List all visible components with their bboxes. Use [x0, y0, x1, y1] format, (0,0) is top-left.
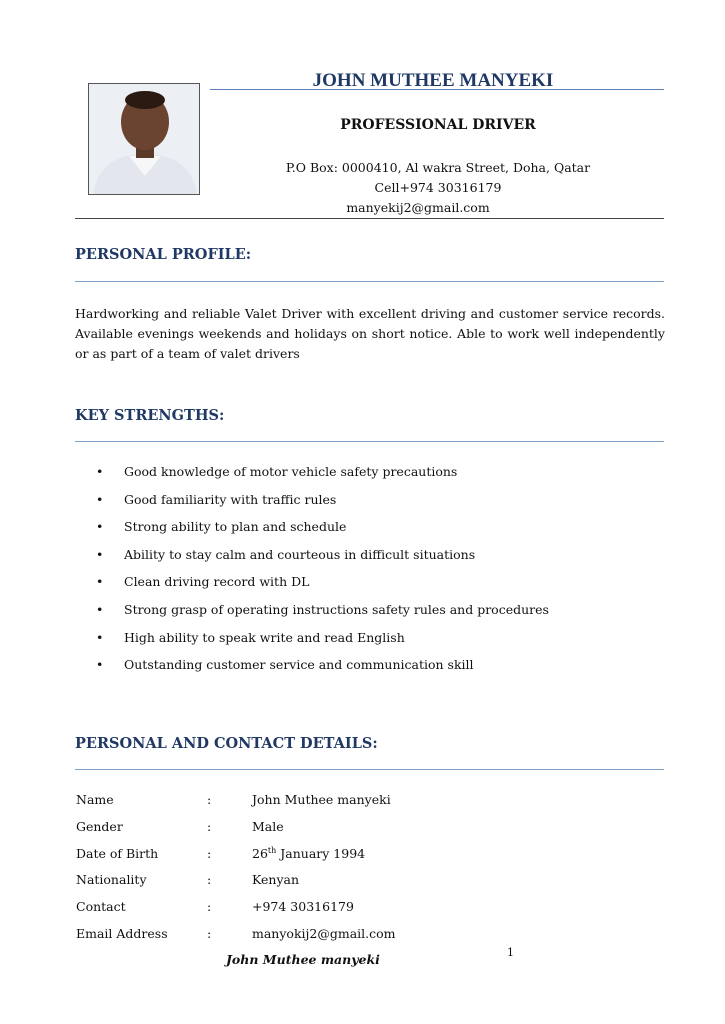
strengths-rule: [75, 441, 664, 442]
list-item: [96, 630, 549, 658]
bullet-icon: •: [96, 601, 104, 617]
list-item: [96, 602, 549, 630]
bullet-icon: •: [96, 491, 104, 507]
strength-text: Ability to stay calm and courteous in difficult situations: [124, 546, 476, 562]
strength-text: Good familiarity with traffic rules: [124, 491, 337, 507]
details-rule: [75, 769, 664, 770]
profile-heading: PERSONAL PROFILE:: [75, 246, 252, 263]
bullet-icon: •: [96, 519, 104, 535]
detail-label: Name: [76, 792, 114, 807]
person-photo-icon: [89, 84, 200, 195]
strength-text: Good knowledge of motor vehicle safety precautions: [124, 464, 458, 479]
list-item: [96, 519, 549, 547]
detail-row-name: [76, 792, 476, 819]
detail-label: Email Address: [76, 925, 168, 941]
detail-label: Date of Birth: [76, 845, 159, 861]
candidate-name: JOHN MUTHEE MANYEKI: [312, 70, 554, 91]
profile-photo: [88, 83, 200, 195]
profile-rule: [75, 281, 664, 282]
detail-row-dob: [76, 846, 476, 873]
detail-value: +974 30316179: [252, 899, 354, 915]
list-item: [96, 574, 549, 602]
bullet-icon: •: [96, 657, 104, 673]
dob-suffix: th: [267, 845, 277, 855]
detail-separator: :: [207, 899, 212, 915]
header-divider: [75, 218, 664, 219]
detail-row-nationality: [76, 872, 476, 899]
strength-text: Strong grasp of operating instructions safety rules and procedures: [124, 601, 549, 617]
email-line[interactable]: manyekij2@gmail.com: [346, 200, 490, 215]
detail-value[interactable]: manyokij2@gmail.com: [252, 925, 396, 941]
detail-value: Kenyan: [252, 872, 300, 888]
detail-label: Nationality: [76, 872, 147, 888]
strength-text: High ability to speak write and read English: [124, 629, 405, 645]
detail-separator: :: [207, 845, 212, 861]
bullet-icon: •: [96, 574, 104, 590]
strengths-list: [96, 464, 549, 685]
dob-rest: January 1994: [276, 845, 366, 861]
footer-name: John Muthee manyeki: [226, 952, 380, 967]
strength-text: Outstanding customer service and communication skill: [124, 657, 474, 673]
detail-value: John Muthee manyeki: [252, 792, 391, 807]
detail-label: Contact: [76, 899, 126, 915]
detail-value: Male: [252, 818, 284, 834]
detail-label: Gender: [76, 818, 123, 834]
list-item: [96, 547, 549, 575]
strengths-heading: KEY STRENGTHS:: [75, 407, 225, 424]
details-table: [76, 792, 476, 953]
detail-row-contact: [76, 899, 476, 926]
detail-value: [252, 846, 365, 861]
detail-row-email: [76, 926, 476, 953]
cell-line: Cell+974 30316179: [374, 180, 502, 195]
detail-separator: :: [207, 818, 212, 834]
bullet-icon: •: [96, 546, 104, 562]
detail-row-gender: [76, 819, 476, 846]
detail-separator: :: [207, 872, 212, 888]
dob-day: 26: [252, 845, 268, 861]
job-title: PROFESSIONAL DRIVER: [340, 117, 536, 133]
list-item: [96, 492, 549, 520]
detail-separator: :: [207, 925, 212, 941]
list-item: [96, 464, 549, 492]
page-number: 1: [507, 946, 514, 959]
detail-separator: :: [207, 792, 212, 807]
address-line: P.O Box: 0000410, Al wakra Street, Doha, Qatar: [285, 160, 591, 175]
list-item: [96, 657, 549, 685]
bullet-icon: •: [96, 464, 104, 479]
bullet-icon: •: [96, 629, 104, 645]
profile-text: Hardworking and reliable Valet Driver with excellent driving and customer service records. Available evenings weekends and holidays on short notice. Able to work well independently or as part of a team of valet drivers: [75, 306, 665, 361]
strength-text: Clean driving record with DL: [124, 574, 310, 590]
strength-text: Strong ability to plan and schedule: [124, 519, 347, 535]
details-heading: PERSONAL AND CONTACT DETAILS:: [75, 735, 378, 752]
